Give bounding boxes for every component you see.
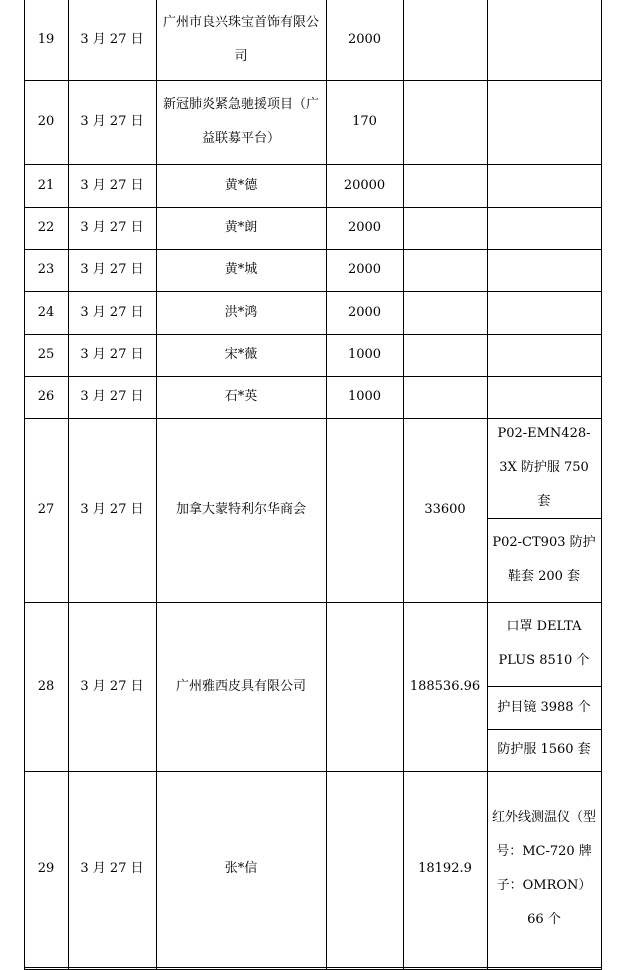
donation-date: 3 月 27 日 [80, 32, 144, 47]
goods-value: 188536.96 [409, 678, 481, 694]
cash-amount: 1000 [347, 347, 382, 362]
cash-amount: 2000 [347, 220, 382, 235]
goods-value [403, 164, 487, 207]
donor-name: 广州市良兴珠宝首饰有限公司 [162, 15, 319, 64]
goods-value: 33600 [424, 502, 466, 517]
donor-name: 宋*薇 [224, 347, 258, 362]
goods-detail [487, 80, 601, 164]
row-number: 25 [37, 347, 55, 362]
goods-value: 18192.9 [418, 861, 472, 876]
row-line [24, 967, 602, 968]
goods-detail [487, 291, 601, 334]
row-number: 28 [37, 678, 55, 694]
donation-date: 3 月 27 日 [80, 389, 144, 404]
donor-name: 黄*德 [224, 177, 258, 193]
donation-date: 3 月 27 日 [80, 347, 144, 362]
donor-name: 广州雅西皮具有限公司 [175, 678, 306, 694]
row-number: 20 [37, 114, 55, 129]
row-number: 24 [37, 304, 55, 320]
goods-detail: 护目镜 3988 个 [497, 699, 591, 715]
donation-date: 3 月 27 日 [80, 502, 144, 517]
row-number: 29 [37, 861, 55, 876]
donation-date: 3 月 27 日 [80, 861, 144, 876]
donor-name: 黄*朗 [224, 220, 258, 235]
goods-value [403, 207, 487, 249]
cash-amount [326, 602, 403, 771]
sub-row-line [487, 729, 602, 730]
donation-date: 3 月 27 日 [80, 678, 144, 694]
goods-value [403, 334, 487, 376]
goods-value [403, 291, 487, 334]
donor-name: 洪*鸿 [224, 304, 258, 320]
cash-amount: 20000 [343, 177, 386, 193]
donor-name: 新冠肺炎紧急驰援项目（广益联募平台） [162, 97, 319, 146]
cash-amount: 2000 [347, 32, 382, 47]
donation-date: 3 月 27 日 [80, 304, 144, 320]
row-number: 22 [37, 220, 55, 235]
goods-detail: 防护服 1560 套 [497, 742, 591, 757]
cash-amount: 170 [352, 114, 377, 129]
sub-row-line [487, 686, 602, 687]
donor-name: 加拿大蒙特利尔华商会 [175, 502, 306, 517]
goods-value [403, 376, 487, 418]
row-number: 23 [37, 262, 55, 277]
cash-amount: 1000 [347, 389, 382, 404]
goods-detail: 红外线测温仪（型号：MC-720 牌子：OMRON）66 个 [491, 810, 596, 927]
sub-row-line [487, 518, 602, 519]
donor-name: 张*信 [224, 861, 258, 876]
goods-detail [487, 0, 601, 80]
donation-date: 3 月 27 日 [80, 220, 144, 235]
goods-detail [487, 334, 601, 376]
goods-value [403, 80, 487, 164]
goods-detail: P02-EMN428-3X 防护服 750 套 [497, 426, 591, 509]
row-number: 21 [37, 177, 55, 193]
goods-detail [487, 164, 601, 207]
row-number: 26 [37, 389, 55, 404]
donation-date: 3 月 27 日 [80, 114, 144, 129]
cash-amount [326, 418, 403, 602]
row-number: 27 [37, 502, 55, 517]
goods-detail [487, 249, 601, 291]
goods-detail: P02-CT903 防护鞋套 200 套 [492, 535, 596, 584]
donor-name: 石*英 [224, 389, 258, 404]
goods-detail [487, 207, 601, 249]
donation-date: 3 月 27 日 [80, 262, 144, 277]
row-number: 19 [37, 32, 55, 47]
goods-detail: 口罩 DELTA PLUS 8510 个 [498, 619, 590, 668]
donor-name: 黄*城 [224, 262, 258, 277]
goods-value [403, 0, 487, 80]
column-line [601, 0, 602, 970]
goods-value [403, 249, 487, 291]
donation-date: 3 月 27 日 [80, 177, 144, 193]
cash-amount: 2000 [347, 304, 382, 320]
cash-amount: 2000 [347, 262, 382, 277]
goods-detail [487, 376, 601, 418]
cash-amount [326, 771, 403, 967]
